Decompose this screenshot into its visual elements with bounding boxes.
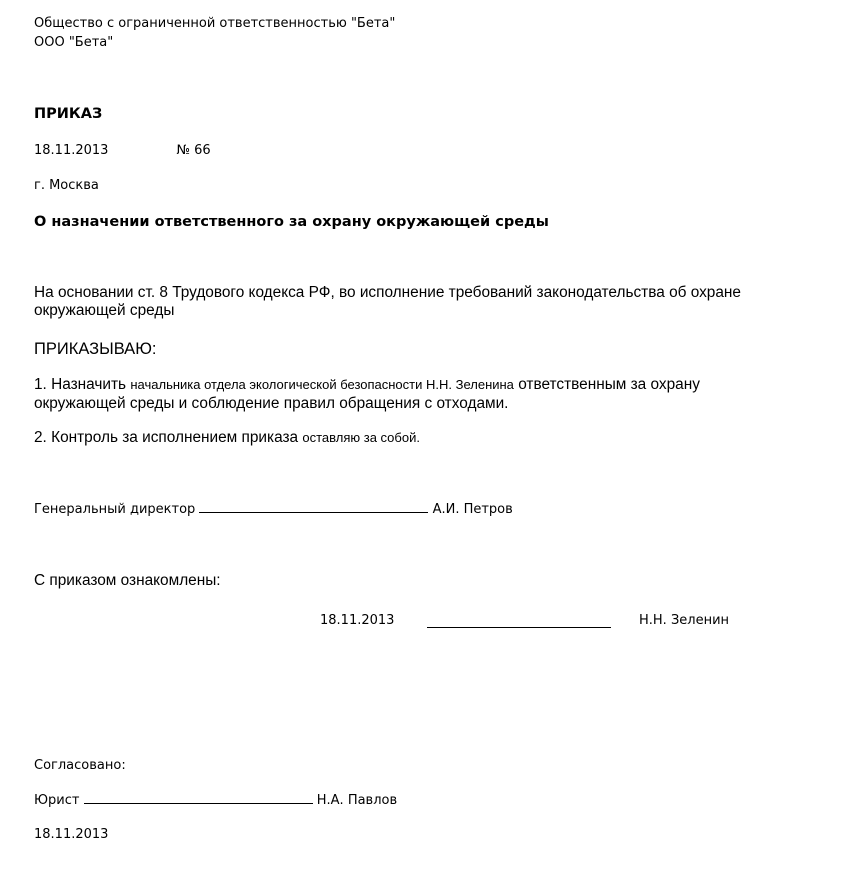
basis-line-1: На основании ст. 8 Трудового кодекса РФ, во исполнение требований законодательства об охране xyxy=(34,284,741,301)
item2-part-b: оставляю за собой. xyxy=(302,430,420,445)
approval-label: Согласовано: xyxy=(34,758,126,773)
order-word: ПРИКАЗЫВАЮ: xyxy=(34,340,157,358)
org-short-name: ООО "Бета" xyxy=(34,35,114,50)
director-signature-row xyxy=(34,501,513,519)
lawyer-signature-row xyxy=(34,792,397,810)
acquainted-name: Н.Н. Зеленин xyxy=(639,613,730,628)
document-date: 18.11.2013 xyxy=(34,143,109,158)
document-city: г. Москва xyxy=(34,178,99,193)
basis-line-2: окружающей среды xyxy=(34,302,175,319)
acquainted-date: 18.11.2013 xyxy=(320,613,395,628)
lawyer-name: Н.А. Павлов xyxy=(316,793,398,808)
item1-part-c: ответственным за охрану xyxy=(513,376,700,393)
director-signature-line xyxy=(199,501,428,513)
item1-part-b: начальника отдела экологической безопасности Н.Н. Зеленина xyxy=(130,377,514,392)
director-name: А.И. Петров xyxy=(432,502,513,517)
date-number-row xyxy=(34,142,211,160)
item2-part-a: 2. Контроль за исполнением приказа xyxy=(34,429,303,446)
lawyer-signature-line xyxy=(84,792,313,804)
order-item-1-line-2: окружающей среды и соблюдение правил обращения с отходами. xyxy=(34,395,509,412)
acquainted-signature-line xyxy=(427,627,611,628)
order-item-2 xyxy=(34,429,420,447)
document-type: ПРИКАЗ xyxy=(34,106,103,122)
director-label: Генеральный директор xyxy=(34,502,196,517)
document-number: № 66 xyxy=(176,143,211,158)
acquainted-label: С приказом ознакомлены: xyxy=(34,572,221,589)
lawyer-label: Юрист xyxy=(34,793,80,808)
order-item-1 xyxy=(34,376,700,394)
approval-date: 18.11.2013 xyxy=(34,827,109,842)
org-full-name: Общество с ограниченной ответственностью "Бета" xyxy=(34,16,396,31)
document-title: О назначении ответственного за охрану окружающей среды xyxy=(34,214,549,230)
item1-part-a: 1. Назначить xyxy=(34,376,131,393)
